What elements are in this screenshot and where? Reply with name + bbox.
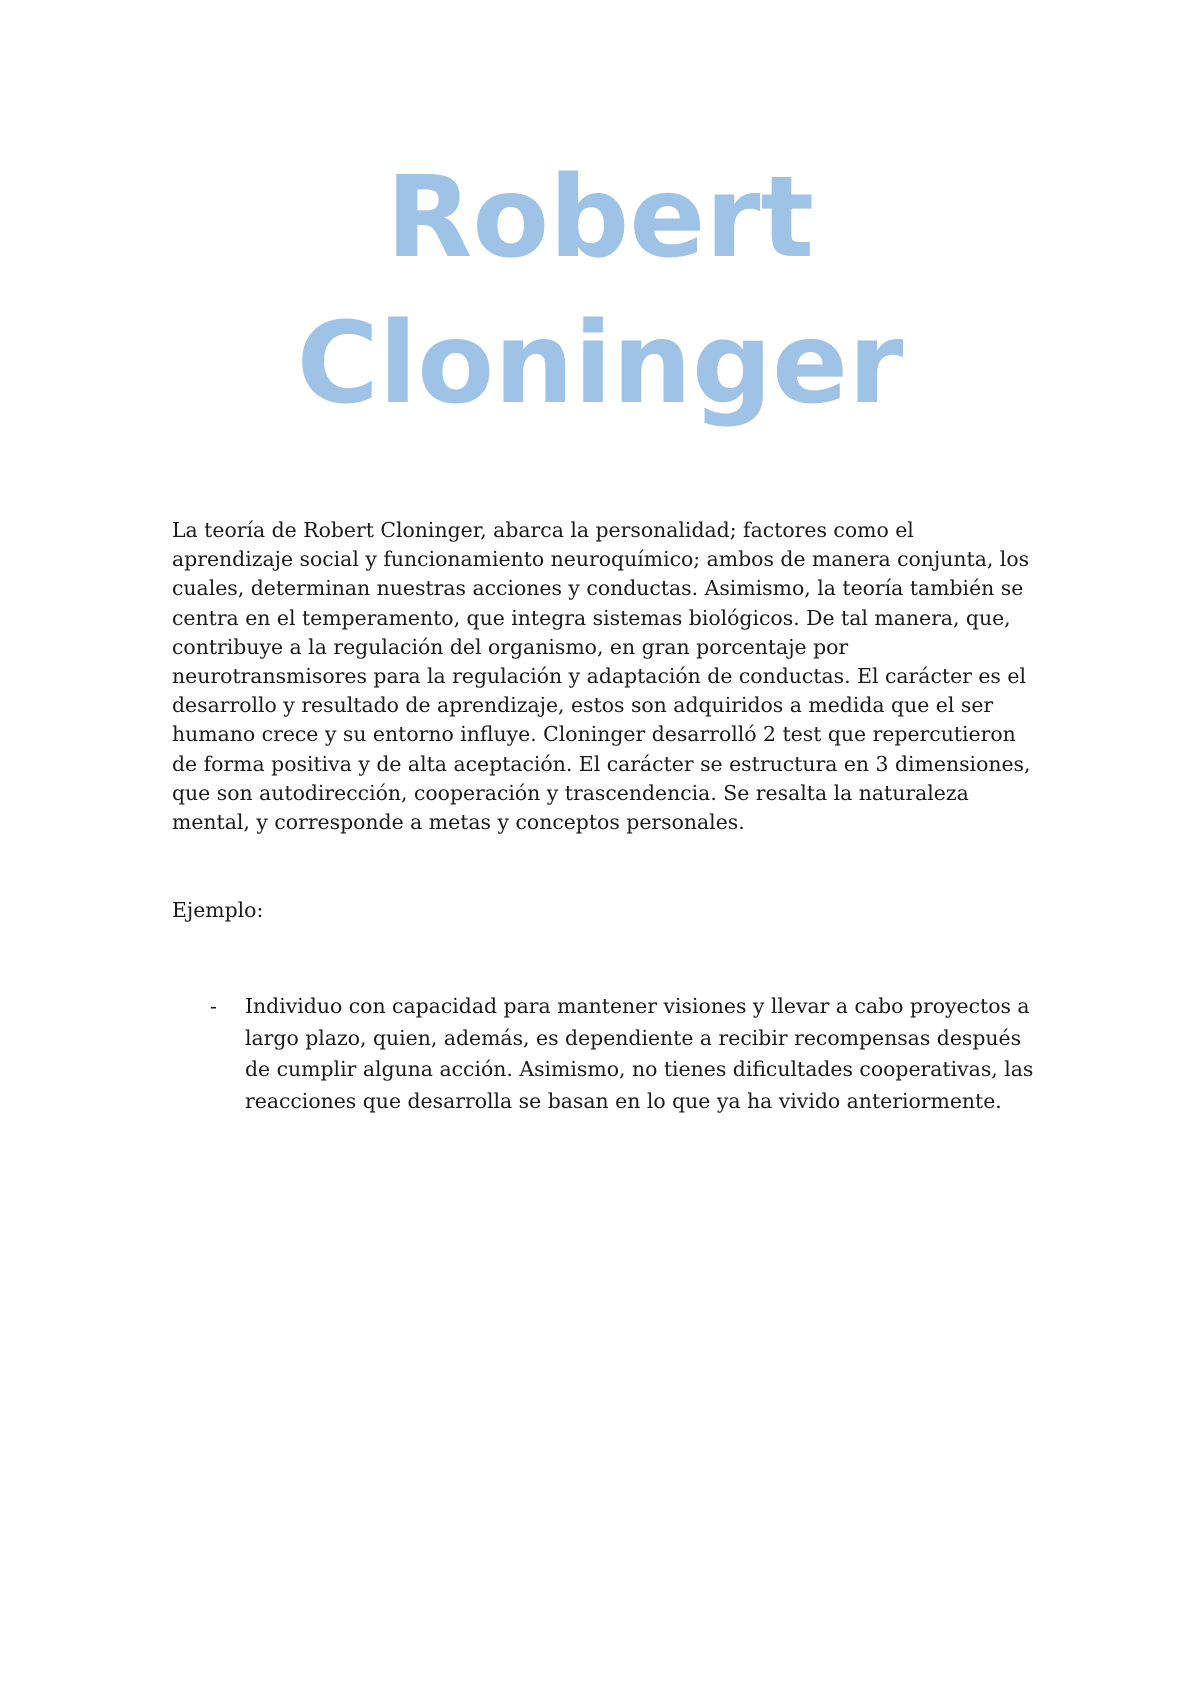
example-list [172,991,1052,1117]
title-line-1: Robert [385,153,815,283]
list-item-text: Individuo con capacidad para mantener visiones y llevar a cabo proyectos a largo plazo, quien, además, es dependiente a recibir recompensas después de cumplir alguna acción. Asimismo, no tienes dificultades cooperativas, las reacciones que desarrolla se basan en lo que ya ha vivido anteriormente. [245,994,1034,1113]
list-bullet: - [210,994,217,1018]
title-line-2: Cloninger [296,299,904,429]
list-item [172,991,1035,1117]
document-title [0,145,1200,437]
body-paragraph: La teoría de Robert Cloninger, abarca la personalidad; factores como el aprendizaje social y funcionamiento neuroquímico; ambos de manera conjunta, los cuales, determinan nuestras acciones y conductas. Asimismo, la teoría también se centra en el temperamento, que integra sistemas biológicos. De tal manera, que, contribuye a la regulación del organismo, en gran porcentaje por neurotransmisores para la regulación y adaptación de conductas. El carácter es el desarrollo y resultado de aprendizaje, estos son adquiridos a medida que el ser humano crece y su entorno influye. Cloninger desarrolló 2 test que repercutieron de forma positiva y de alta aceptación. El carácter se estructura en 3 dimensiones, que son autodirección, cooperación y trascendencia. Se resalta la naturaleza mental, y corresponde a metas y conceptos personales. [172,518,1031,835]
example-label: Ejemplo: [172,898,264,922]
